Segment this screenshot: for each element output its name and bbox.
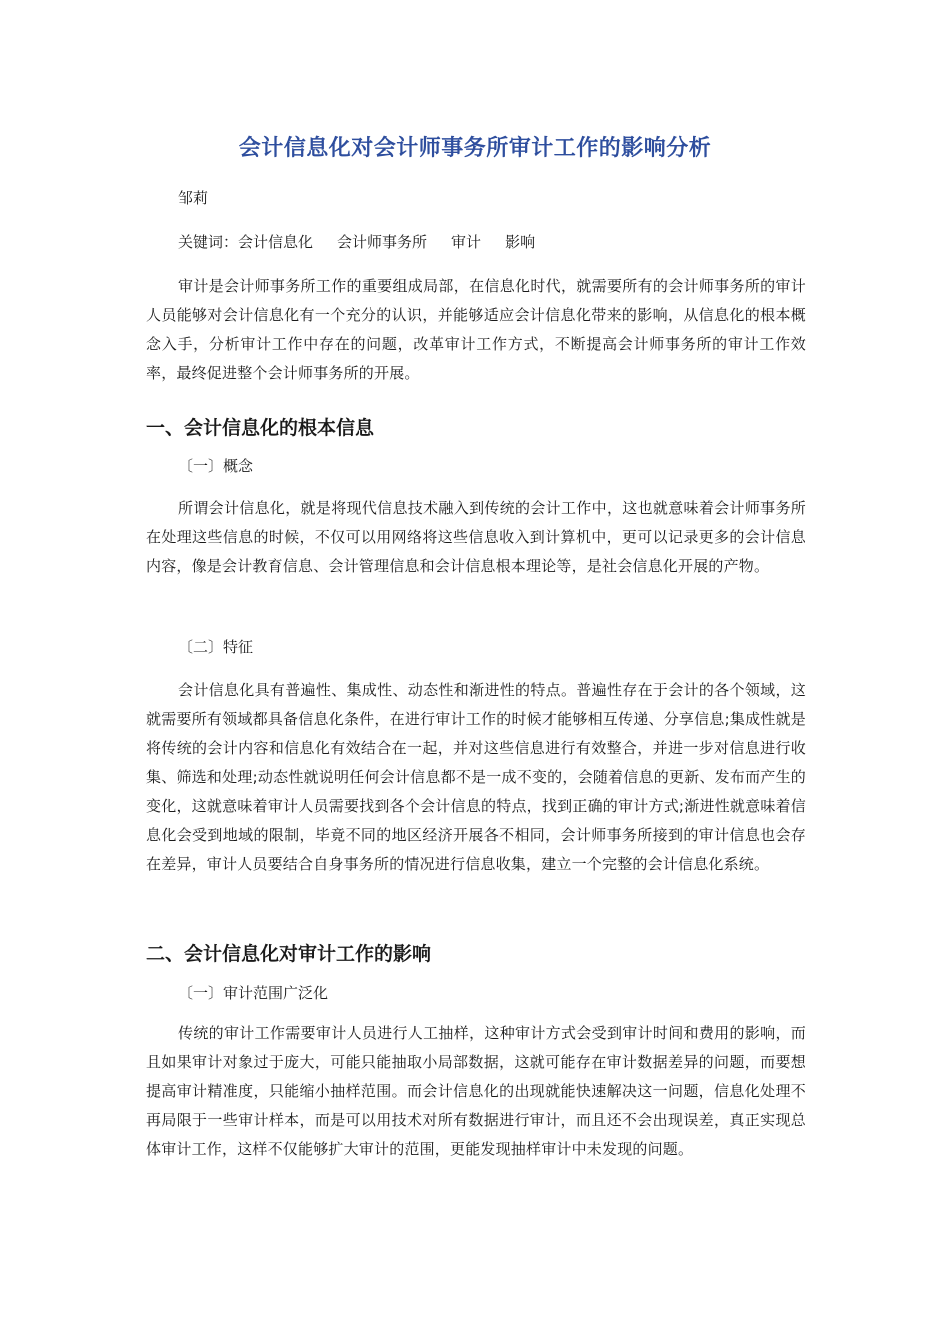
body-paragraph: 传统的审计工作需要审计人员进行人工抽样，这种审计方式会受到审计时间和费用的影响，而且如果审计对象过于庞大，可能只能抽取小局部数据，这就可能存在审计数据差异的问题，而要想提高审计精准度，只能缩小抽样范围。而会计信息化的出现就能快速解决这一问题，信息化处理不再局限于一些审计样本，而是可以用技术对所有数据进行审计，而且还不会出现误差，真正实现总体审计工作，这样不仅能够扩大审计的范围，更能发现抽样审计中未发现的问题。	[146, 1024, 806, 1158]
keyword: 审计	[451, 233, 482, 251]
section-heading: 二、会计信息化对审计工作的影响	[146, 943, 432, 965]
subsection-heading: 〔一〕概念	[178, 457, 254, 475]
keywords-label: 关键词：	[178, 233, 239, 251]
keyword: 会计信息化	[238, 233, 314, 251]
keyword: 会计师事务所	[337, 233, 428, 251]
body-paragraph: 会计信息化具有普遍性、集成性、动态性和渐进性的特点。普遍性存在于会计的各个领域，这就需要所有领域都具备信息化条件，在进行审计工作的时候才能够相互传递、分享信息;集成性就是将传统的会计内容和信息化有效结合在一起，并对这些信息进行有效整合，并进一步对信息进行收集、筛选和处理;动态性就说明任何会计信息都不是一成不变的，会随着信息的更新、发布而产生的变化，这就意味着审计人员需要找到各个会计信息的特点，找到正确的审计方式;渐进性就意味着信息化会受到地域的限制，毕竟不同的地区经济开展各不相同，会计师事务所接到的审计信息也会存在差异，审计人员要结合自身事务所的情况进行信息收集，建立一个完整的会计信息化系统。	[146, 681, 806, 873]
body-paragraph: 所谓会计信息化，就是将现代信息技术融入到传统的会计工作中，这也就意味着会计师事务所在处理这些信息的时候，不仅可以用网络将这些信息收入到计算机中，更可以记录更多的会计信息内容，像是会计教育信息、会计管理信息和会计信息根本理论等，是社会信息化开展的产物。	[146, 499, 806, 575]
keyword: 影响	[505, 233, 536, 251]
section-heading: 一、会计信息化的根本信息	[146, 417, 375, 439]
author: 邹莉	[178, 189, 209, 207]
document-title: 会计信息化对会计师事务所审计工作的影响分析	[238, 136, 712, 161]
subsection-heading: 〔二〕特征	[178, 638, 254, 656]
subsection-heading: 〔一〕审计范围广泛化	[178, 984, 329, 1002]
keywords	[178, 232, 559, 252]
intro-paragraph: 审计是会计师事务所工作的重要组成局部，在信息化时代，就需要所有的会计师事务所的审计人员能够对会计信息化有一个充分的认识，并能够适应会计信息化带来的影响，从信息化的根本概念入手，分析审计工作中存在的问题，改革审计工作方式，不断提高会计师事务所的审计工作效率，最终促进整个会计师事务所的开展。	[146, 277, 806, 382]
